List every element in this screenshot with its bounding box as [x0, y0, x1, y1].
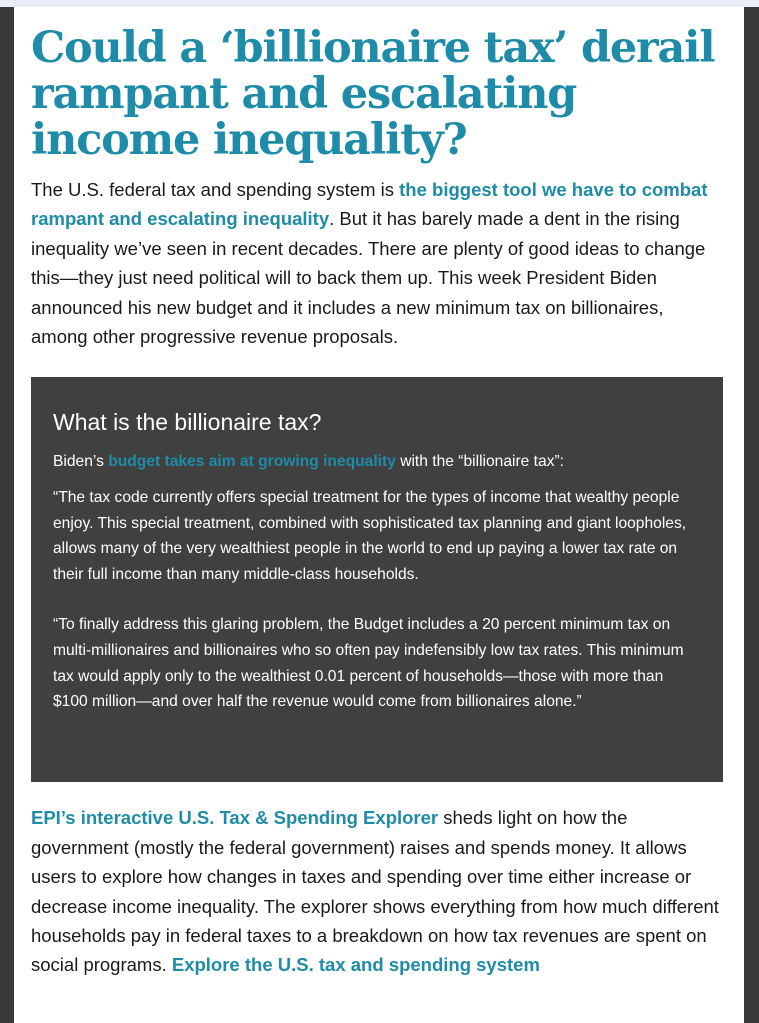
budget-inequality-link[interactable]: budget takes aim at growing inequality — [108, 453, 396, 471]
outro-text: sheds light on how the government (mostly the federal government) raises and spends money. It allows users to explore how changes in taxes and spending over time either increase or decrease income inequality. The explorer shows everything from how much different households pay in federal taxes to a breakdown on how tax revenues are spent on social programs. — [31, 807, 719, 976]
callout-quote-1: “The tax code currently offers special treatment for the types of income that wealthy people enjoy. This special treatment, combined with sophisticated tax planning and giant loopholes, allows many of the very wealthiest people in the world to end up paying a lower tax rate on their full income than many middle-class households. — [53, 489, 687, 583]
callout-lead-end: with the “billionaire tax”: — [395, 453, 565, 471]
callout-lead-start: Biden’s — [53, 453, 109, 471]
outro-paragraph — [31, 803, 723, 979]
intro-text-end: . But it has barely made a dent in the rising inequality we’ve seen in recent decades. There are plenty of good ideas to change this—they just need political will to back them up. This week President Biden announced his new budget and it includes a new minimum tax on billionaires, among other progressive revenue proposals. — [31, 208, 706, 348]
explore-tax-system-link[interactable]: Explore the U.S. tax and spending system — [171, 954, 540, 976]
article-title: Could a ‘billionaire tax’ derail rampant and escalating income inequality? — [31, 23, 715, 165]
top-strip — [0, 0, 759, 7]
intro-text-start: The U.S. federal tax and spending system is — [31, 179, 400, 200]
billionaire-tax-callout — [31, 377, 723, 782]
article-page — [14, 7, 744, 1023]
inequality-tool-link[interactable]: the biggest tool we have to combat rampant and escalating inequality — [31, 179, 708, 230]
intro-paragraph — [31, 175, 723, 351]
article-content — [31, 7, 723, 980]
callout-quote-2: “To finally address this glaring problem, the Budget includes a 20 percent minimum tax on multi-millionaires and billionaires who so often pay indefensibly low tax rates. This minimum tax would apply only to the wealthiest 0.01 percent of households—those with more than $100 million—and over half the revenue would come from billionaires alone.” — [53, 616, 684, 711]
callout-lead — [53, 449, 701, 475]
callout-heading: What is the billionaire tax? — [53, 409, 322, 436]
tax-spending-explorer-link[interactable]: EPI’s interactive U.S. Tax & Spending Explorer — [31, 807, 439, 829]
